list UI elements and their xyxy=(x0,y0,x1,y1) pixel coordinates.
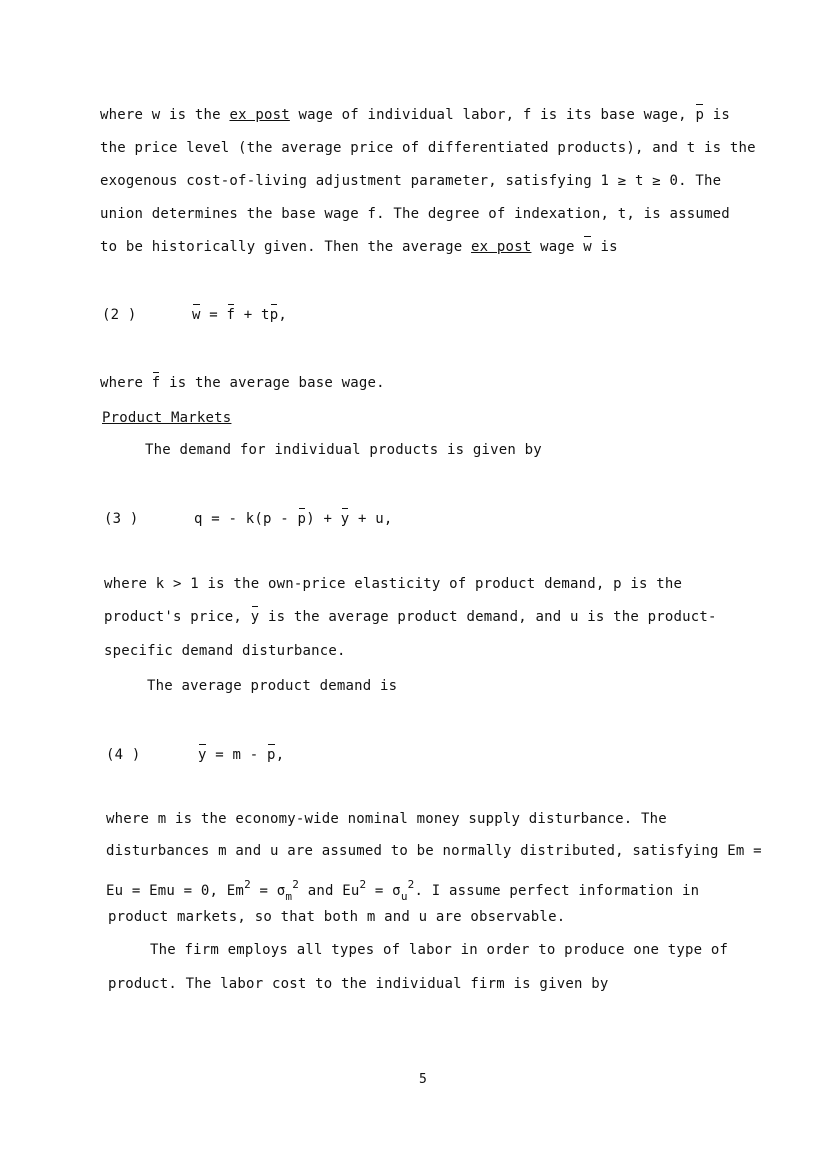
math-symbol-ybar: y xyxy=(340,511,350,527)
text-span: wage of individual labor, f is its base wage, xyxy=(298,107,687,123)
text-span: + u, xyxy=(349,511,393,527)
text-span: q = - k(p - xyxy=(194,511,298,527)
text-span: where xyxy=(100,375,144,391)
math-symbol-pbar: p xyxy=(269,307,279,323)
equation-4 xyxy=(198,746,284,764)
emphasized-term: ex post xyxy=(471,239,532,255)
text-span: is xyxy=(712,107,730,123)
body-text-line: exogenous cost-of-living adjustment parameter, satisfying 1 ≥ t ≥ 0. The xyxy=(100,173,722,189)
superscript: 2 xyxy=(407,878,415,891)
text-span: , xyxy=(275,747,285,763)
equation-3 xyxy=(194,510,393,528)
text-span: to be historically given. Then the average xyxy=(100,239,463,255)
text-span: ) + xyxy=(306,511,341,527)
math-symbol-fbar: f xyxy=(226,307,236,323)
body-text-line: where k > 1 is the own-price elasticity of product demand, p is the xyxy=(104,576,683,592)
text-span: where w is the xyxy=(100,107,221,123)
body-text-line xyxy=(100,374,385,392)
equation-number: (4 ) xyxy=(106,747,141,763)
text-span: + t xyxy=(235,307,270,323)
text-span: Eu = Emu = 0, Em xyxy=(106,883,245,899)
subscript: m xyxy=(285,890,293,903)
emphasized-term: ex post xyxy=(229,107,290,123)
math-symbol-wbar: w xyxy=(583,239,592,255)
body-text-line: specific demand disturbance. xyxy=(104,643,346,659)
text-span: . I assume perfect information in xyxy=(414,883,700,899)
body-text-line: where m is the economy-wide nominal money supply disturbance. The xyxy=(106,811,667,827)
text-span: = xyxy=(200,307,227,323)
math-symbol-pbar: p xyxy=(267,747,276,763)
text-span: = σ xyxy=(250,883,286,899)
text-span: and Eu xyxy=(299,883,360,899)
text-span: product's price, xyxy=(104,609,243,625)
body-text-line xyxy=(106,876,699,906)
text-span: wage xyxy=(540,239,575,255)
text-span: = σ xyxy=(366,883,401,899)
text-span: is the average product demand, and u is the product- xyxy=(267,609,717,625)
body-text-line xyxy=(100,238,618,256)
text-span: , xyxy=(278,307,287,323)
text-span: is the average base wage. xyxy=(169,375,385,391)
math-symbol-pbar: p xyxy=(297,511,307,527)
body-text-line xyxy=(100,106,730,124)
body-text-line xyxy=(104,608,717,626)
body-text-line: The average product demand is xyxy=(147,678,398,694)
equation-number: (2 ) xyxy=(102,307,137,323)
subscript: u xyxy=(400,890,408,903)
body-text-line: union determines the base wage f. The degree of indexation, t, is assumed xyxy=(100,206,730,222)
body-text-line: The demand for individual products is given by xyxy=(145,442,542,458)
superscript: 2 xyxy=(359,878,367,891)
text-span: = m - xyxy=(206,747,268,763)
body-text-line: The firm employs all types of labor in order to produce one type of xyxy=(150,942,729,958)
math-symbol-ybar: y xyxy=(198,747,207,763)
math-symbol-wbar: w xyxy=(192,307,201,323)
equation-2 xyxy=(192,306,287,324)
body-text-line: product. The labor cost to the individual firm is given by xyxy=(108,976,609,992)
page-number: 5 xyxy=(419,1072,427,1087)
math-symbol-ybar: y xyxy=(250,609,260,625)
equation-number: (3 ) xyxy=(104,511,139,527)
text-span: is xyxy=(600,239,618,255)
section-heading: Product Markets xyxy=(102,410,232,426)
superscript: 2 xyxy=(292,878,300,891)
body-text-line: disturbances m and u are assumed to be normally distributed, satisfying Em = xyxy=(106,843,762,859)
body-text-line: product markets, so that both m and u are observable. xyxy=(108,909,566,925)
superscript: 2 xyxy=(244,878,251,891)
math-symbol-fbar: f xyxy=(151,375,161,391)
body-text-line: the price level (the average price of differentiated products), and t is the xyxy=(100,140,756,156)
math-symbol-pbar: p xyxy=(695,107,705,123)
